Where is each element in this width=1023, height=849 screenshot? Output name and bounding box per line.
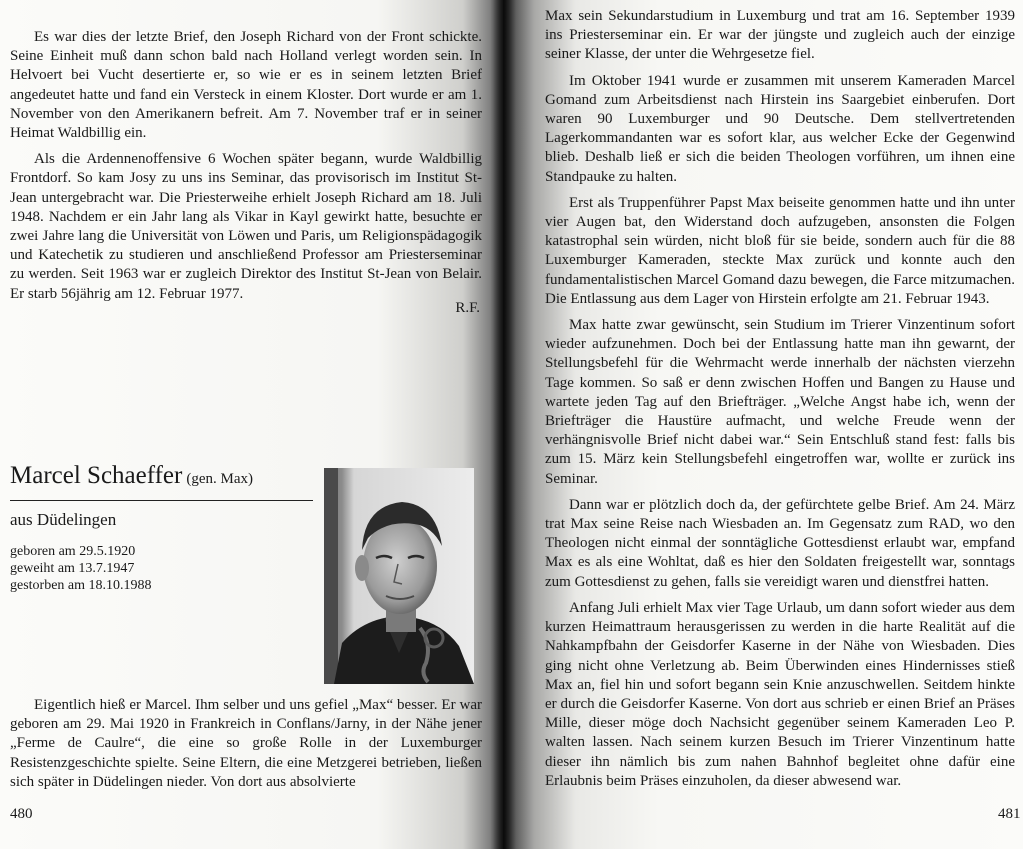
- page-number-left: 480: [10, 806, 33, 822]
- paragraph: Anfang Juli erhielt Max vier Tage Urlaub, um dann sofort wieder aus dem kurzen Heimattraum herausgerissen zu werden in die harte Realität auf die Nahkampfbahn der Geisdorfer Kaserne in der Nähe von Wiesbaden. Dies ging nicht ohne Verletzung ab. Beim Überwinden eines Hindernisses stieß Max an, fiel hin und sofort begann sein Knie anzuschwellen. Seitdem hinkte er durch die Geisdorfer Kaserne. Von dort aus schrieb er einen Brief an Präses Mille, dieser möge doch Nachsicht gegenüber seinem Kameraden Leo P. walten lassen. Nach seinem kurzen Besuch im Trierer Vinzentinum hatte dieser ihn nämlich bis zum nahen Bahnhof begleitet ohne dafür eine Erlaubnis beim Präses einzuholen, da dieser abwesend war.: [545, 599, 1015, 789]
- person-nickname: (gen. Max): [186, 471, 254, 487]
- portrait-photo-drawing: [324, 468, 474, 684]
- birth-date: geboren am 29.5.1920: [10, 544, 136, 559]
- book-gutter: [490, 0, 516, 849]
- person-origin: aus Düdelingen: [10, 510, 117, 529]
- paragraph: Es war dies der letzte Brief, den Joseph Richard von der Front schickte. Seine Einheit muß dann schon bald nach Holland verlegt worden sein. In Helvoert bei Vucht desertierte er, so wie er es in seinem letzten Brief angedeutet hatte und fand ein Versteck in einem Kloster. Dort wurde er am 1. November von den Amerikanern befreit. Am 7. November traf er in seiner Heimat Waldbillig ein.: [10, 29, 482, 142]
- bio-text: [10, 696, 482, 792]
- paragraph: Eigentlich hieß er Marcel. Ihm selber und uns gefiel „Max“ besser. Er war geboren am 29. Mai 1920 in Frankreich in Conflans/Jarny, in der Nähe jener „Ferme de Caulre“, die eine so große Rolle in der Luxemburger Resistenzgeschichte spielte. Seine Eltern, die eine Metzgerei betrieben, ließen sich später in Düdelingen nieder. Von dort aus absolvierte: [10, 697, 482, 790]
- page-number-right: 481: [998, 806, 1021, 822]
- paragraph: Im Oktober 1941 wurde er zusammen mit unserem Kameraden Marcel Gomand zum Arbeitsdienst nach Hirstein ins Saargebiet einberufen. Dort waren 90 Luxemburger und 90 Deutsche. Dem stellvertretenden Lagerkommandanten war es sofort klar, aus welcher Ecke der Gegenwind blieb. Deshalb ließ er sich die beiden Theologen vorführen, um ihnen eine Standpauke zu halten.: [545, 72, 1015, 185]
- left-page-text: [10, 28, 482, 304]
- right-page-text: [545, 7, 1015, 791]
- left-page: [0, 0, 503, 849]
- person-name: Marcel Schaeffer: [10, 462, 183, 489]
- paragraph: Max sein Sekundarstudium in Luxemburg und trat am 16. September 1939 ins Priesterseminar ein. Er war der jüngste und zugleich auch der einzige seiner Klasse, der unter die Wehrgesetze fiel.: [545, 8, 1015, 63]
- paragraph: Als die Ardennenoffensive 6 Wochen später begann, wurde Waldbillig Frontdorf. So kam Josy zu uns ins Seminar, das provisorisch im Institut St-Jean untergebracht war. Die Priesterweihe erhielt Joseph Richard am 18. Juli 1948. Nachdem er ein Jahr lang als Vikar in Kayl gewirkt hatte, besuchte er zwei Jahre lang die Universität von Löwen und Paris, um Religionspädagogik und Katechetik zu studieren und anschließend Professor am Priesterseminar zu werden. Seit 1963 war er zugleich Direktor des Institut St-Jean von Belair. Er starb 56jährig am 12. Februar 1977.: [10, 151, 482, 302]
- paragraph: Max hatte zwar gewünscht, sein Studium im Trierer Vinzentinum sofort wieder aufzunehmen. Doch bei der Entlassung hatte man ihn gewarnt, der Stellungsbefehl für die Wehrmacht werde innerhalb der nächsten vierzehn Tage kommen. So saß er denn zwischen Hoffen und Bangen zu Hause und wartete jeden Tag auf den Briefträger. „Welche Angst habe ich, wenn der Briefträger die Haustüre aufmacht, und welche Freude wenn der verhängnisvolle Brief nicht dabei war.“ Sein Entschluß stand fest: falls bis zum 15. März kein Stellungsbefehl eingetroffen war, wollte er zurück ins Seminar.: [545, 317, 1015, 487]
- heading-rule: [10, 500, 313, 501]
- paragraph: Erst als Truppenführer Papst Max beiseite genommen hatte und ihn unter vier Augen bat, den Widerstand doch aufzugeben, ansonsten die Folgen katastrophal sein würden, nicht bloß für sie beide, sondern auch für die 88 Luxemburger Kameraden, steckte Max zurück und konnte auch den fundamentalistischen Marcel Gomand dazu bewegen, die Farce mitzumachen. Die Entlassung aus dem Lager von Hirstein erfolgte am 21. Februar 1943.: [545, 194, 1015, 307]
- bio-dates: [10, 543, 152, 594]
- ordination-date: geweiht am 13.7.1947: [10, 561, 135, 576]
- portrait-photo: [324, 468, 474, 684]
- author-signature: R.F.: [455, 300, 480, 316]
- bio-heading: [10, 462, 253, 490]
- death-date: gestorben am 18.10.1988: [10, 578, 152, 593]
- paragraph: Dann war er plötzlich doch da, der gefürchtete gelbe Brief. Am 24. März trat Max seine Reise nach Wiesbaden an. Im Gegensatz zum RAD, wo den Theologen nicht einmal der sonntägliche Gottesdienst erlaubt war, empfand Max es als eine Wohltat, daß es hier den Soldaten freigestellt war, sonntags zum Gottesdienst zu gehen, falls sie vereidigt waren und dienstfrei hatten.: [545, 496, 1015, 590]
